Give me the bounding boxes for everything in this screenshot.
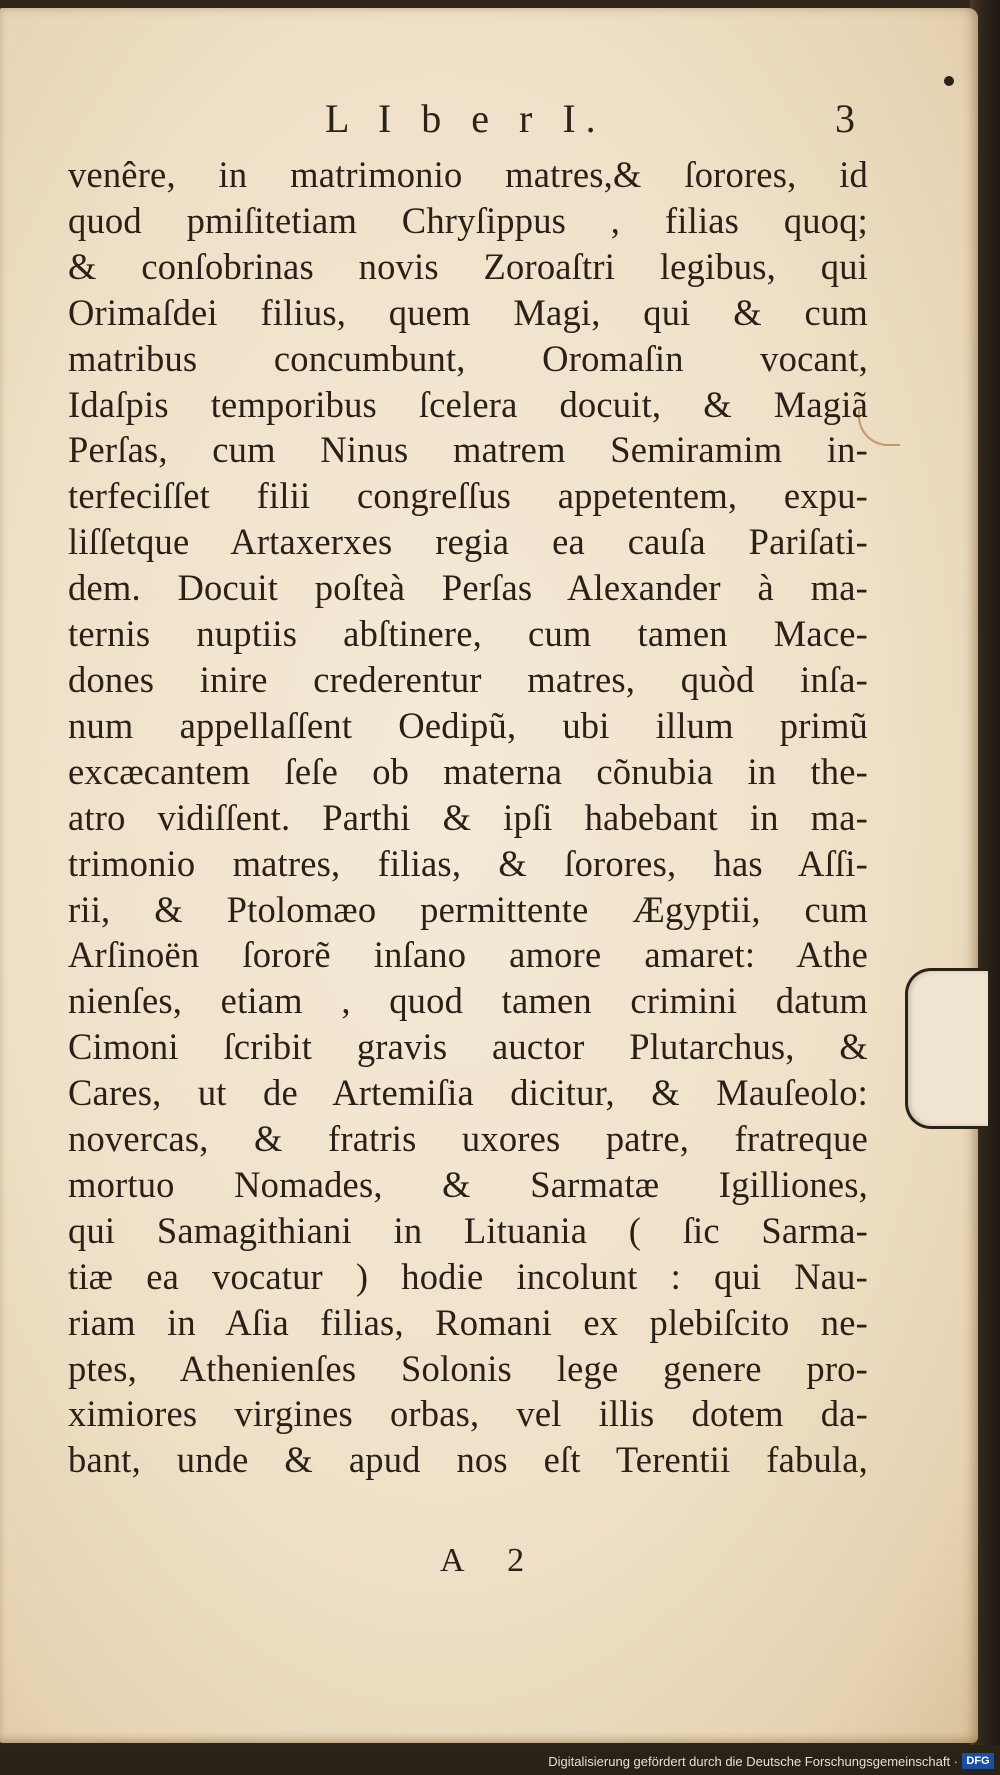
text-line: ximiores virgines orbas, vel illis dotem da-: [68, 1393, 868, 1435]
text-line: ternis nuptiis abſtinere, cum tamen Mace-: [68, 613, 868, 655]
text-line: nienſes, etiam , quod tamen crimini datum: [68, 980, 868, 1022]
text-line: liſſetque Artaxerxes regia ea cauſa Pariſati-: [68, 521, 868, 563]
text-line: Arſinoën ſororẽ inſano amore amaret: Athe: [68, 934, 868, 976]
running-head-title: L I b e r I.: [325, 96, 606, 141]
text-line: novercas, & fratris uxores patre, fratreque: [68, 1118, 868, 1160]
bookmark-tab: [905, 968, 988, 1129]
text-line: matribus concumbunt, Oromaſin vocant,: [68, 337, 868, 379]
text-line: mortuo Nomades, & Sarmatæ Igilliones,: [68, 1163, 868, 1205]
dfg-logo: DFG: [962, 1753, 994, 1769]
text-line: & conſobrinas novis Zoroaſtri legibus, qui: [68, 245, 868, 287]
text-line: Cares, ut de Artemiſia dicitur, & Mauſeolo:: [68, 1072, 868, 1114]
running-head: [70, 95, 870, 145]
text-line: qui Samagithiani in Lituania ( ſic Sarma-: [68, 1209, 868, 1251]
text-line: venêre, in matrimonio matres,& ſorores, id: [68, 154, 868, 195]
signature-mark: A 2: [440, 1542, 543, 1579]
text-line: Orimaſdei filius, quem Magi, qui & cum: [68, 291, 868, 333]
body-text: [68, 152, 868, 1483]
text-line: excæcantem ſeſe ob materna cõnubia in the-: [68, 750, 868, 792]
text-line: dones inire crederentur matres, quòd inſa-: [68, 658, 868, 700]
text-line: dem. Docuit poſteà Perſas Alexander à ma-: [68, 567, 868, 609]
text-line: riam in Aſia filias, Romani ex plebiſcito ne-: [68, 1301, 868, 1343]
text-line: tiæ ea vocatur ) hodie incolunt : qui Nau-: [68, 1255, 868, 1297]
text-line: num appellaſſent Oedipũ, ubi illum primũ: [68, 704, 868, 746]
text-line: Perſas, cum Ninus matrem Semiramim in-: [68, 429, 868, 471]
text-line: Cimoni ſcribit gravis auctor Plutarchus, &: [68, 1026, 868, 1068]
page-number: 3: [835, 96, 855, 141]
text-line: atro vidiſſent. Parthi & ipſi habebant in ma-: [68, 796, 868, 838]
text-line: rii, & Ptolomæo permittente Ægyptii, cum: [68, 888, 868, 930]
text-line: trimonio matres, filias, & ſorores, has Aſſi-: [68, 842, 868, 884]
footer-credit: Digitalisierung gefördert durch die Deutsche Forschungsgemeinschaft ·: [548, 1754, 958, 1769]
text-line: terfeciſſet filii congreſſus appetentem, expu-: [68, 475, 868, 517]
text-line: ptes, Athenienſes Solonis lege genere pro-: [68, 1347, 868, 1389]
ink-dot: [944, 76, 954, 86]
text-line: bant, unde & apud nos eſt Terentii fabula,: [68, 1439, 868, 1481]
text-line: quod pmiſitetiam Chryſippus , filias quoq;: [68, 199, 868, 241]
text-line: Idaſpis temporibus ſcelera docuit, & Magiã: [68, 383, 868, 425]
